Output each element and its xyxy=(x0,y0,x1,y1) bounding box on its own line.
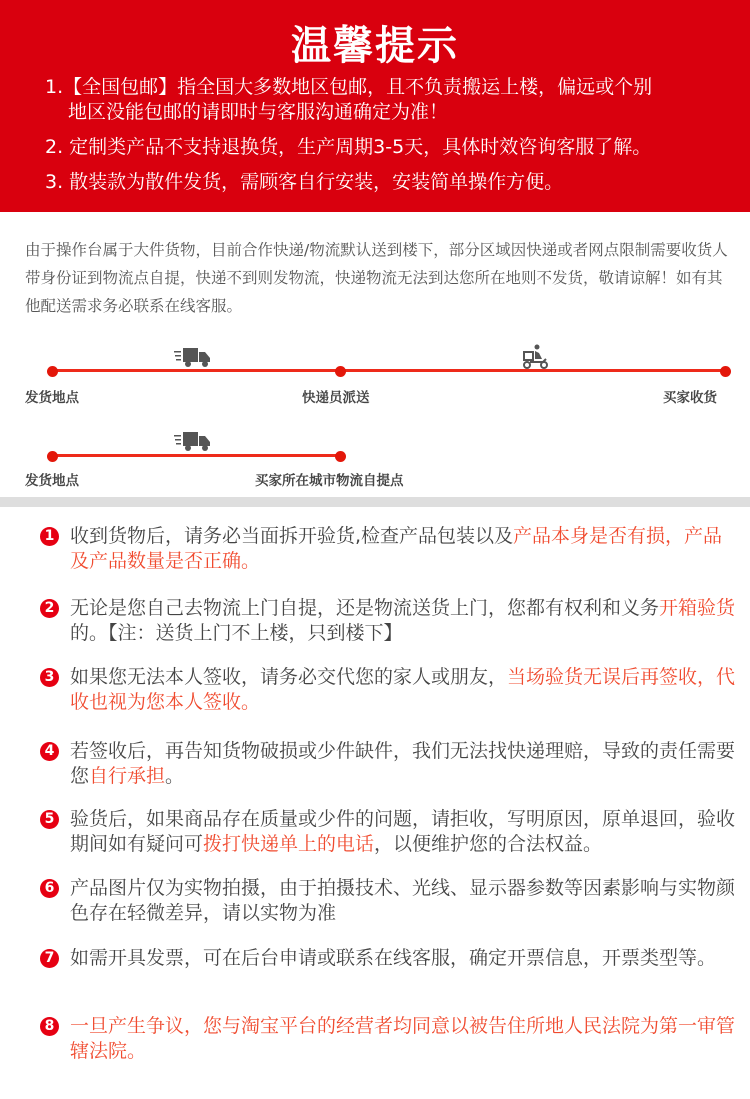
timeline-dot xyxy=(720,366,731,377)
number-badge: 1 xyxy=(40,527,59,546)
notice-text xyxy=(70,524,740,574)
notice-item xyxy=(40,807,740,857)
notice-text xyxy=(70,1014,740,1064)
text-segment: 产品图片仅为实物拍摄，由于拍摄技术、光线、显示器参数等因素影响与实物颜色存在轻微差异，请以实物为准 xyxy=(70,877,736,924)
timeline-dot xyxy=(47,366,58,377)
timeline-line xyxy=(52,454,340,457)
notice-text xyxy=(70,665,740,715)
timeline-label: 买家收货 xyxy=(663,390,717,406)
number-badge: 7 xyxy=(40,949,59,968)
page-title: 温馨提示 xyxy=(291,23,459,69)
notice-item xyxy=(40,665,740,715)
timeline-dot xyxy=(335,366,346,377)
notice-item xyxy=(40,1014,740,1064)
notice-text xyxy=(70,739,740,789)
highlighted-text: 产品本身是否有损，产品及产品数量是否正确。 xyxy=(70,525,723,572)
text-segment: 无论是您自己去物流上门自提，还是物流送货上门，您都有权利和义务 xyxy=(70,597,660,619)
notice-text xyxy=(70,596,740,646)
number-badge: 5 xyxy=(40,810,59,829)
timeline-label: 买家所在城市物流自提点 xyxy=(255,473,404,489)
text-segment: 。 xyxy=(165,765,185,787)
notice-header xyxy=(0,0,750,212)
timeline-line xyxy=(52,369,725,372)
number-badge: 2 xyxy=(40,599,59,618)
truck-icon xyxy=(174,430,214,452)
notice-item xyxy=(40,946,740,971)
notice-text xyxy=(70,876,740,926)
timeline-label: 发货地点 xyxy=(25,473,79,489)
notice-item xyxy=(40,876,740,926)
highlighted-text: 开箱验货 xyxy=(659,597,736,619)
notice-line: 2. 定制类产品不支持退换货，生产周期3-5天，具体时效咨询客服了解。 xyxy=(45,136,652,158)
text-segment: 的。【注：送货上门不上楼，只到楼下】 xyxy=(70,622,403,644)
truck-icon xyxy=(174,346,214,368)
notice-line: 3. 散装款为散件发货，需顾客自行安装，安装简单操作方便。 xyxy=(45,171,564,193)
text-segment: 收到货物后，请务必当面拆开验货,检查产品包装以及 xyxy=(70,525,514,547)
highlighted-text: 当场验货无误后再签收，代收也视为您本人签收。 xyxy=(70,666,736,713)
notice-item xyxy=(40,596,740,646)
text-segment: 如果您无法本人签收，请务必交代您的家人或朋友， xyxy=(70,666,508,688)
number-badge: 3 xyxy=(40,668,59,687)
notice-line: 地区没能包邮的请即时与客服沟通确定为准！ xyxy=(68,101,449,123)
timeline-dot xyxy=(335,451,346,462)
timeline-dot xyxy=(47,451,58,462)
courier-scooter-icon xyxy=(522,344,550,370)
notice-text xyxy=(70,807,740,857)
notice-text xyxy=(70,946,740,971)
text-segment: 若签收后，再告知货物破损或少件缺件，我们无法找快递理赔，导致的责任需要您 xyxy=(70,740,736,787)
highlighted-text: 拨打快递单上的电话 xyxy=(203,833,375,855)
number-badge: 6 xyxy=(40,879,59,898)
text-segment: ，以便维护您的合法权益。 xyxy=(374,833,603,855)
highlighted-text: 自行承担 xyxy=(89,765,166,787)
number-badge: 8 xyxy=(40,1017,59,1036)
shipping-intro: 由于操作台属于大件货物，目前合作快递/物流默认送到楼下，部分区域因快递或者网点限制需要收货人带身份证到物流点自提，快递不到则发物流，快递物流无法到达您所在地则不发货，敬请谅解！如有其他配送需求务必联系在线客服。 xyxy=(25,241,728,315)
notice-item xyxy=(40,524,740,574)
notice-item xyxy=(40,739,740,789)
number-badge: 4 xyxy=(40,742,59,761)
text-segment: 验货后，如果商品存在质量或少件的问题，请拒收，写明原因，原单退回，验收期间如有疑问可 xyxy=(70,808,736,855)
notice-line: 1.【全国包邮】指全国大多数地区包邮，且不负责搬运上楼，偏远或个别 xyxy=(45,76,653,98)
highlighted-text: 一旦产生争议，您与淘宝平台的经营者均同意以被告住所地人民法院为第一审管辖法院。 xyxy=(70,1015,736,1062)
section-divider xyxy=(0,497,750,507)
text-segment: 如需开具发票，可在后台申请或联系在线客服，确定开票信息，开票类型等。 xyxy=(70,947,717,969)
timeline-label: 发货地点 xyxy=(25,390,79,406)
timeline-label: 快递员派送 xyxy=(302,390,370,406)
